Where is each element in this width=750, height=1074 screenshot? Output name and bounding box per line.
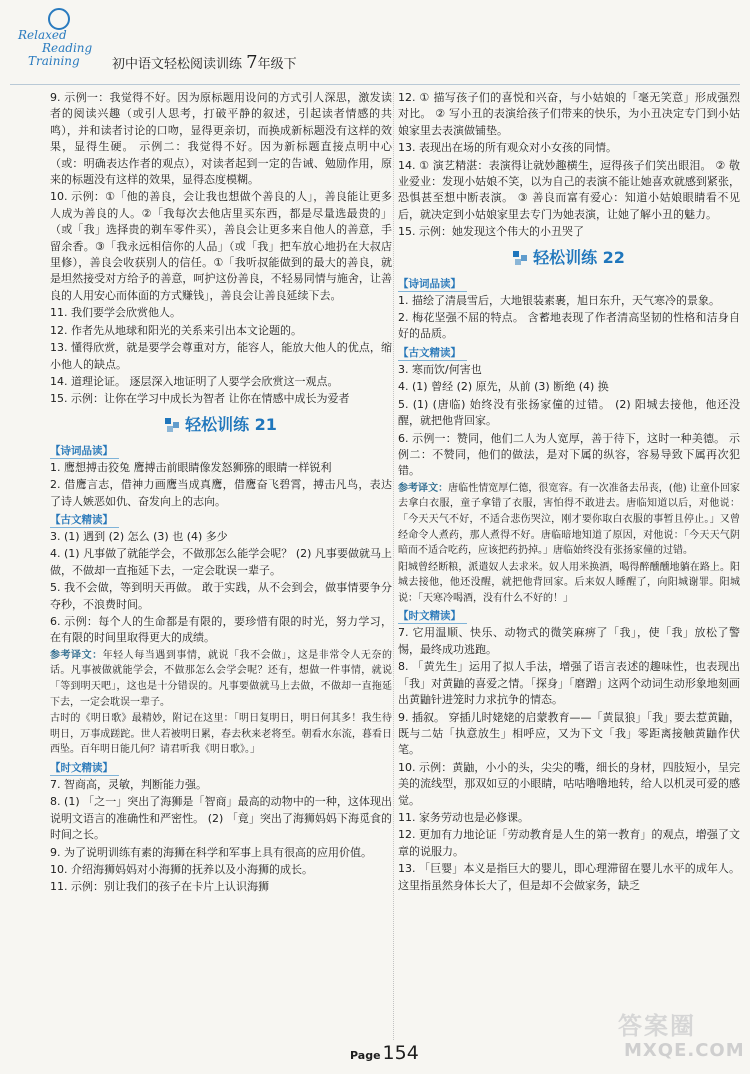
- u21-answer-10: 10. 介绍海狮妈妈对小海狮的抚养以及小海狮的成长。: [50, 862, 313, 876]
- u22-answer-10: 10. 示例：黄鼬，小小的头，尖尖的嘴，细长的身材，四肢短小，呈完美的流线型，那双如豆的小眼睛，咕咕噜噜地转，给人以机灵可爱的感觉。: [398, 760, 740, 807]
- answer-15: 15. 示例：让你在学习中成长为智者 让你在情感中成长为爱者: [50, 392, 350, 406]
- u21-answer-8: 8. (1) 「之一」突出了海狮是「智商」最高的动物中的一种，这体现出说明文语言的准确性和严密性。 (2) 「竟」突出了海狮妈妈下海觅食的时间之长。: [50, 795, 392, 842]
- unit-marker-icon: [513, 251, 527, 265]
- answer-10: 10. 示例：①「他的善良，会让我也想做个善良的人」，善良能让更多人成为善良的人。②「我每次去他店里买东西，都是尽量选最贵的」（或「我」选择贵的剃车零件买），善良会让更多来自他人的善意，手留余香。③「我永远相信你的人品」（或「我」把车放心地扔在大叔店里修），善良会收获别人的信任。①「我听叔能做到的最大的善良，就是坦然接受对方给予的善意，呵护这份善良，不轻易同情与施舍，让善良的人用安心而体面的方式赚钱」，善良会让善良延续下去。: [50, 190, 392, 302]
- u22-answer-3: 3. 寒而饮/何害也: [398, 362, 482, 376]
- logo-ring-icon: [48, 8, 70, 30]
- header-rule: [10, 84, 740, 85]
- section-tag-classical: 【古文精读】: [50, 513, 119, 528]
- unit-heading-21: [50, 414, 392, 436]
- book-title: [112, 52, 297, 73]
- u21-answer-7: 7. 智商高，灵敏，判断能力强。: [50, 777, 207, 791]
- section-tag-poetry: 【诗词品读】: [50, 444, 119, 459]
- u22-translation-2: 阳城曾经断粮，派遣奴人去求米。奴人用米换酒，喝得醉醺醺地躺在路上。阳城去接他，他还没醒，就把他背回家。后来奴人睡醒了，向阳城谢罪。阳城说：「天寒冷喝酒，没有什么不好的！」: [398, 561, 740, 604]
- page-header: [0, 0, 750, 80]
- page-footer: [0, 1012, 750, 1074]
- watermark-top: 答案圈: [618, 1012, 696, 1040]
- unit-title-22: 轻松训练 22: [533, 247, 625, 267]
- logo-word-3: Training: [28, 54, 80, 68]
- u22-answer-2: 2. 梅花坚强不屈的特点。 含蓄地表现了作者清高坚韧的性格和洁身自好的品质。: [398, 311, 740, 341]
- answer-11: 11. 我们要学会欣赏他人。: [50, 306, 181, 320]
- answer-14-right: 14. ① 演艺精湛：表演得让就妙趣横生，逗得孩子们笑出眼泪。 ② 敬业爱业：发现小姑娘不笑，以为自己的表演不能让她喜欢就感到紧张，恐惧甚至想中断表演。 ③ 善良而富有爱心：知道小姑娘眼睛看不见后，就决定到小姑娘家里去专门为她表演，让她了解小丑的魅力。: [398, 158, 740, 221]
- answer-12: 12. 作者先从地球和阳光的关系来引出本文论题的。: [50, 323, 302, 337]
- right-column: [398, 90, 740, 895]
- u22-answer-8: 8. 「黄先生」运用了拟人手法，增强了语言表述的趣味性，也表现出「我」对黄鼬的喜爱之情。「探身」「磨蹭」这两个动词生动形象地刻画出黄鼬针进笼时力求抗争的情态。: [398, 660, 740, 707]
- watermark-bottom: MXQE.COM: [624, 1040, 745, 1061]
- translation-text: 唐临性情宽厚仁德，很宽容。有一次准备去吊丧，(他) 让童仆回家去拿白衣服，童子拿错了衣服，害怕得不敢进去。唐临知道以后，对他说：「今天天气不好，不适合悲伤哭泣，刚才要你取白衣服的事暂且停止。」又曾经命令人煮药，那人煮得不好。唐临暗地知道了原因，对他说：「今天天气阴暗而不适合吃药，应该把药扔掉。」唐临始终没有张扬家僮的过错。: [398, 482, 741, 557]
- u21-answer-2: 2. 借鹰言志，借神力画鹰当成真鹰，借鹰奋飞碧霄，搏击凡鸟，表达了诗人嫉恶如仇、奋发向上的志向。: [50, 478, 392, 508]
- grade-number: 7: [246, 52, 258, 73]
- section-tag-modern: 【时文精读】: [398, 609, 467, 624]
- u22-answer-11: 11. 家务劳动也是必修课。: [398, 810, 529, 824]
- u22-answer-9: 9. 插叙。 穿插儿时姥姥的启蒙教育——「黄鼠狼」「我」要去惹黄鼬，既与二姑「执意放生」相呼应，又为下文「我」零距离接触黄鼬作伏笔。: [398, 710, 740, 757]
- u22-answer-5: 5. (1) (唐临) 始终没有张扬家僮的过错。 (2) 阳城去接他，他还没醒，就把他背回家。: [398, 397, 740, 428]
- u22-answer-1: 1. 描绘了清晨雪后，大地银装素裹，旭日东升，天气寒冷的景象。: [398, 293, 720, 307]
- logo-word-1: Relaxed: [18, 28, 67, 42]
- u21-answer-11: 11. 示例：别让我们的孩子在卡片上认识海狮: [50, 880, 269, 894]
- u22-answer-7: 7. 它用温顺、快乐、动物式的微笑麻痹了「我」，使「我」放松了警惕，最终成功逃跑。: [398, 626, 740, 656]
- translation-text: 年轻人每当遇到事情，就说「我不会做」，这是非常令人无奈的话。凡事被做就能学会，不做那怎么会学会呢？还有，想做一件事情，就说「等到明天吧」，这也是十分错误的。凡事要做就马上去做，不做却一直拖延下去，一定会耽误一辈子。: [50, 649, 392, 708]
- translation-label: 参考译文：: [398, 482, 449, 494]
- u22-answer-4: 4. (1) 曾经 (2) 原先，从前 (3) 断绝 (4) 换: [398, 380, 609, 394]
- unit-title-21: 轻松训练 21: [185, 414, 277, 434]
- section-tag-modern: 【时文精读】: [50, 761, 119, 776]
- u21-answer-6: 6. 示例：每个人的生命都是有限的，要珍惜有限的时光，努力学习，在有限的时间里取得更大的成绩。: [50, 614, 392, 645]
- answer-13: 13. 懂得欣赏，就是要学会尊重对方，能容人，能放大他人的优点，缩小他人的缺点。: [50, 341, 392, 371]
- relaxed-reading-training-logo: [12, 8, 104, 72]
- column-divider: [393, 92, 394, 1040]
- u22-answer-13: 13. 「巨婴」本义是指巨大的婴儿，即心理滞留在婴儿水平的成年人。这里指虽然身体长大了，但是却不会做家务，缺乏: [398, 862, 740, 892]
- u22-answer-12: 12. 更加有力地论证「劳动教育是人生的第一教育」的观点，增强了文章的说服力。: [398, 828, 740, 858]
- page-number-value: 154: [382, 1042, 419, 1064]
- u21-answer-1: 1. 鹰想搏击狡兔 鹰搏击前眼睛像发怒狮猕的眼睛一样锐利: [50, 460, 332, 474]
- book-title-prefix: 初中语文轻松阅读训练: [112, 57, 243, 72]
- answer-13-right: 13. 表现出在场的所有观众对小女孩的同情。: [398, 141, 617, 155]
- u22-translation: [398, 481, 740, 559]
- translation-label: 参考译文：: [50, 649, 103, 661]
- u21-translation: [50, 648, 392, 710]
- page-label: Page: [350, 1049, 381, 1062]
- answer-14: 14. 道理论证。 逐层深入地证明了人要学会欣赏这一观点。: [50, 374, 339, 388]
- u21-answer-3: 3. (1) 遇到 (2) 怎么 (3) 也 (4) 多少: [50, 529, 228, 543]
- section-tag-classical: 【古文精读】: [398, 346, 467, 361]
- site-watermark: [572, 1006, 745, 1068]
- u21-answer-4: 4. (1) 凡事做了就能学会，不做那怎么能学会呢？ (2) 凡事要做就马上做，不做却一直拖延下去，一定会耽误一辈子。: [50, 547, 392, 577]
- u21-poem-note: 古时的《明日歌》最精妙，附记在这里：「明日复明日，明日何其多！我生待明日，万事成蹉跎。世人若被明日累，春去秋来老将至。朝看水东流，暮看日西坠。百年明日能几何？请君听我《明日歌》。」: [50, 713, 392, 756]
- page-number: [350, 1042, 419, 1064]
- unit-heading-22: [398, 247, 740, 269]
- u22-answer-6: 6. 示例一：赞同，他们二人为人宽厚，善于待下，这时一种美德。 示例二：不赞同，他们的做法，是对下属的纵容，容易导致下属再次犯错。: [398, 431, 740, 478]
- answer-12-right: 12. ① 描写孩子们的喜悦和兴奋，与小姑娘的「毫无笑意」形成强烈对比。 ② 写小丑的表演给孩子们带来的快乐，为小丑决定专门到小姑娘家里去表演做铺垫。: [398, 91, 740, 137]
- unit-marker-icon: [165, 418, 179, 432]
- left-column: [50, 90, 392, 897]
- answer-15-right: 15. 示例：她发现这个伟大的小丑哭了: [398, 225, 584, 239]
- grade-suffix: 年级下: [257, 57, 297, 72]
- u21-answer-9: 9. 为了说明训练有素的海狮在科学和军事上具有很高的应用价值。: [50, 845, 372, 859]
- u21-answer-5: 5. 我不会做，等到明天再做。 敢于实践，从不会到会，做事情要争分夺秒，不浪费时间。: [50, 581, 392, 611]
- answer-9: 9. 示例一：我觉得不好。因为原标题用设问的方式引人深思，激发读者的阅读兴趣（或引人思考，打破平静的叙述，引起读者情感的共鸣），并和读者讨论的口吻，显得更亲切，而换成新标题没有这样的效果，显得生硬。 示例二：我觉得不好。因为新标题直接点明中心（或：明确表达作者的观点），对读者起到一定的告诫、勉励作用，原来的标题没有这样的效果，显得态度模糊。: [50, 91, 392, 187]
- section-tag-poetry: 【诗词品读】: [398, 277, 467, 292]
- logo-word-2: Reading: [42, 41, 93, 55]
